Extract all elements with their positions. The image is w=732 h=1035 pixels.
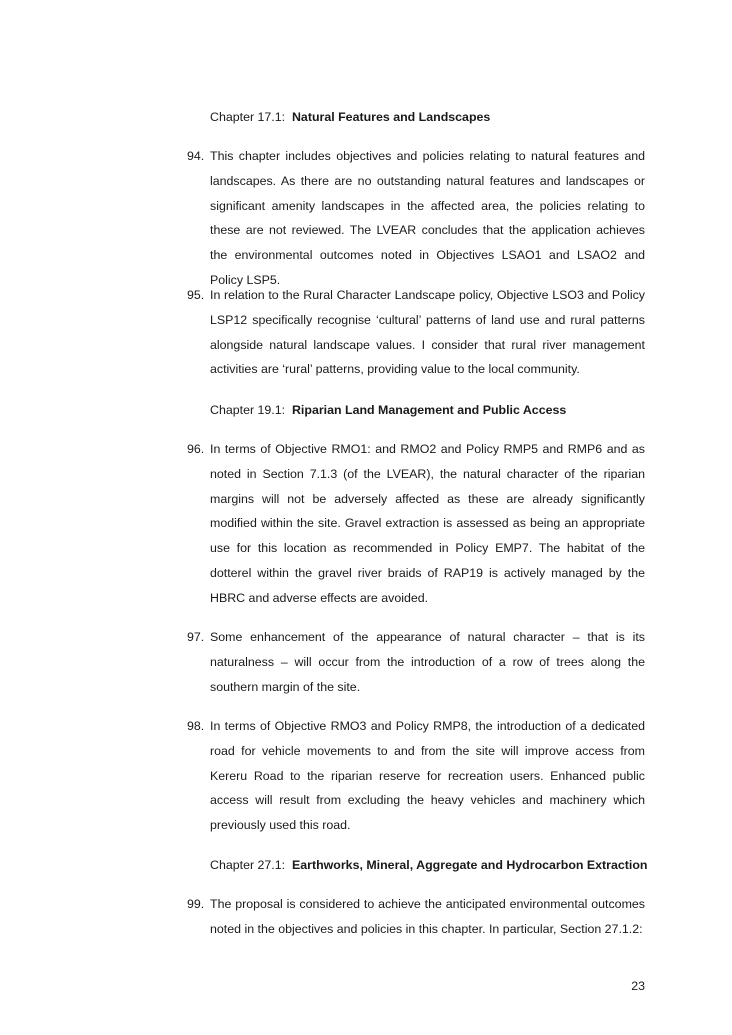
section-title: Earthworks, Mineral, Aggregate and Hydrocarbon Extraction <box>291 858 648 872</box>
paragraph-text: In relation to the Rural Character Landscape policy, Objective LSO3 and Policy LSP12 specifically recognise ‘cultural’ patterns of land use and rural patterns alongside natural landscape values. I consider that rural river management activities are ‘rural’ patterns, providing value to the local community. <box>210 288 645 377</box>
section-label: Chapter 19.1: <box>210 403 286 417</box>
section-title: Riparian Land Management and Public Access <box>291 403 567 417</box>
page-number: 23 <box>631 979 645 993</box>
paragraph-94 <box>187 144 645 293</box>
paragraph-98 <box>187 714 645 838</box>
paragraph-number: 98. <box>187 719 205 733</box>
section-label: Chapter 27.1: <box>210 858 286 872</box>
paragraph-number: 99. <box>187 897 205 911</box>
paragraph-text: In terms of Objective RMO3 and Policy RMP8, the introduction of a dedicated road for vehicle movements to and from the site will improve access from Kereru Road to the riparian reserve for recreation users. Enhanced public access will result from excluding the heavy vehicles and machinery which previously used this road. <box>210 719 645 833</box>
paragraph-95 <box>187 283 645 382</box>
section-label: Chapter 17.1: <box>210 110 286 124</box>
section-title: Natural Features and Landscapes <box>291 110 491 124</box>
section-heading-19-1 <box>210 402 566 418</box>
paragraph-97 <box>187 625 645 699</box>
section-heading-17-1 <box>210 109 490 125</box>
paragraph-text: The proposal is considered to achieve the anticipated environmental outcomes noted in the objectives and policies in this chapter. In particular, Section 27.1.2: <box>210 897 645 936</box>
paragraph-number: 95. <box>187 288 205 302</box>
section-heading-27-1 <box>210 857 648 873</box>
paragraph-number: 96. <box>187 442 205 456</box>
paragraph-number: 94. <box>187 149 205 163</box>
paragraph-96 <box>187 437 645 611</box>
paragraph-text: In terms of Objective RMO1: and RMO2 and Policy RMP5 and RMP6 and as noted in Section 7.1.3 (of the LVEAR), the natural character of the riparian margins will not be adversely affected as these are already significantly modified within the site. Gravel extraction is assessed as being an appropriate use for this location as recommended in Policy EMP7. The habitat of the dotterel within the gravel river braids of RAP19 is actively managed by the HBRC and adverse effects are avoided. <box>210 442 645 605</box>
paragraph-number: 97. <box>187 630 205 644</box>
paragraph-text: Some enhancement of the appearance of natural character – that is its naturalness – will occur from the introduction of a row of trees along the southern margin of the site. <box>210 630 645 694</box>
paragraph-text: This chapter includes objectives and policies relating to natural features and landscapes. As there are no outstanding natural features and landscapes or significant amenity landscapes in the affected area, the policies relating to these are not reviewed. The LVEAR concludes that the application achieves the environmental outcomes noted in Objectives LSAO1 and LSAO2 and Policy LSP5. <box>210 149 645 287</box>
paragraph-99 <box>187 892 645 942</box>
